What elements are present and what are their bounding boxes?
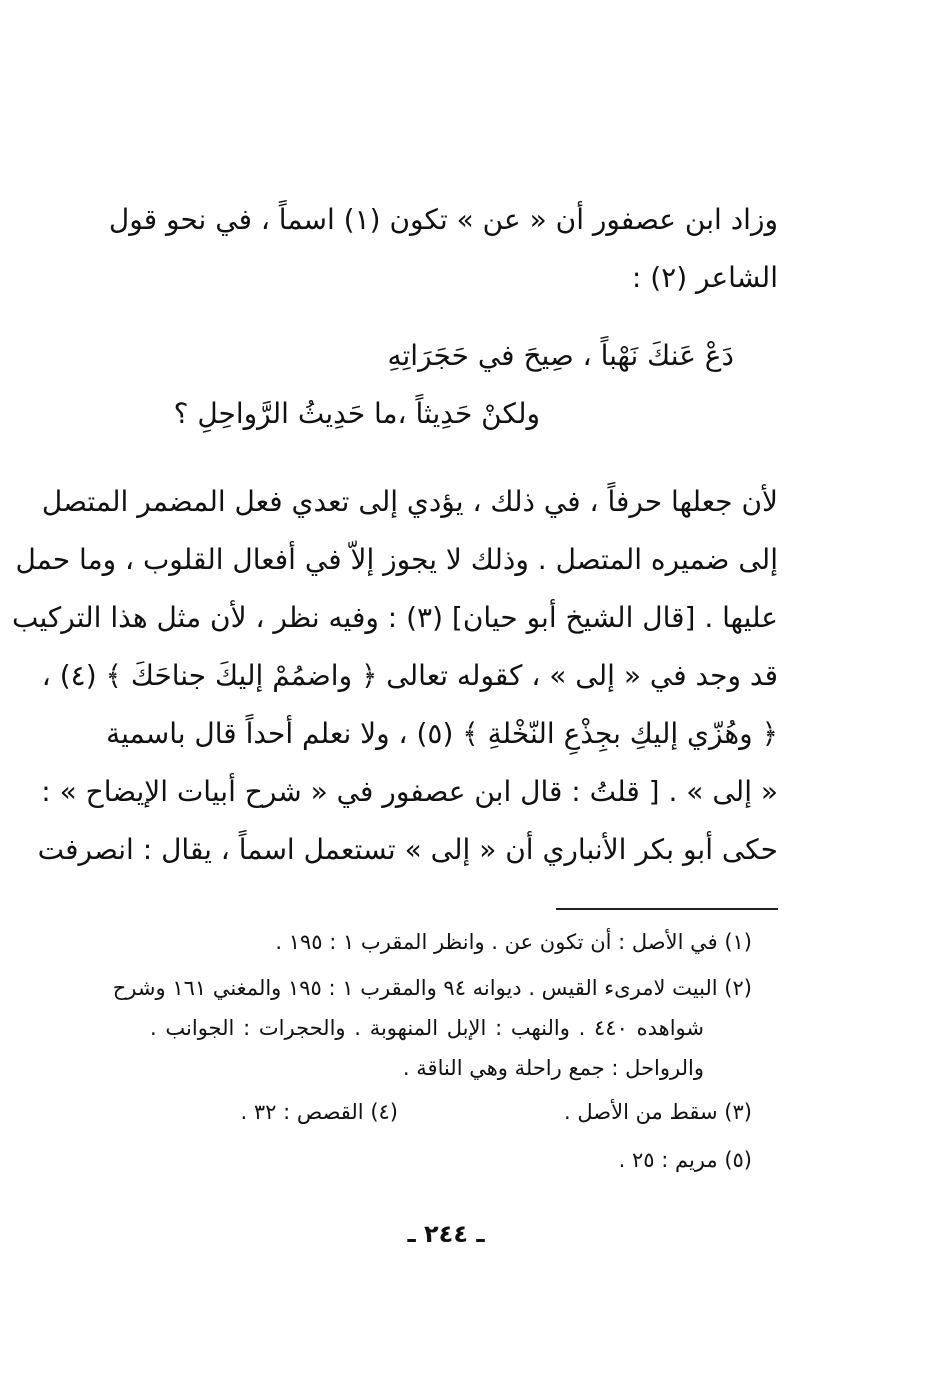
footnote-4: (٤) القصص : ٣٢ . bbox=[240, 1100, 398, 1124]
verse-line-2: ولكنْ حَدِيثاً ،ما حَدِيثُ الرَّواحِلِ ؟ bbox=[173, 397, 540, 430]
body-line-5: عليها . [قال الشيخ أبو حيان] (٣) : وفيه نظر ، لأن مثل هذا التركيب bbox=[11, 601, 778, 634]
page-number: ـ ٢٤٤ ـ bbox=[407, 1220, 485, 1248]
body-line-8: « إلى » . [ قلتُ : قال ابن عصفور في « شرح أبيات الإيضاح » : bbox=[41, 775, 778, 808]
footnote-1: (١) في الأصل : أن تكون عن . وانظر المقرب ١ : ١٩٥ . bbox=[275, 930, 752, 954]
body-line-7: ﴿ وهُزّي إليكِ بجِذْعِ النّخْلةِ ﴾ (٥) ، ولا نعلم أحداً قال باسمية bbox=[106, 717, 778, 750]
body-line-1: وزاد ابن عصفور أن « عن » تكون (١) اسماً ، في نحو قول bbox=[108, 203, 778, 236]
body-line-2: الشاعر (٢) : bbox=[631, 261, 778, 294]
body-line-9: حكى أبو بكر الأنباري أن « إلى » تستعمل اسماً ، يقال : انصرفت bbox=[37, 833, 778, 866]
footnote-divider bbox=[556, 908, 778, 910]
footnote-2: (٢) البيت لامرىء القيس . ديوانه ٩٤ والمقرب ١ : ١٩٥ والمغني ١٦١ وشرح bbox=[112, 976, 752, 1000]
footnote-3: (٣) سقط من الأصل . bbox=[564, 1100, 752, 1124]
body-line-4: إلى ضميره المتصل . وذلك لا يجوز إلاّ في أفعال القلوب ، وما حمل bbox=[15, 543, 778, 576]
footnote-2-continued: شواهده ٤٤٠ . والنهب : الإبل المنهوبة . والحجرات : الجوانب . bbox=[150, 1016, 704, 1040]
body-line-6: قد وجد في « إلى » ، كقوله تعالى ﴿ واضمُمْ إليكَ جناحَكَ ﴾ (٤) ، bbox=[41, 659, 778, 692]
footnote-5: (٥) مريم : ٢٥ . bbox=[618, 1148, 752, 1172]
verse-line-1: دَعْ عَنكَ نَهْباً ، صِيحَ في حَجَرَاتِهِ bbox=[387, 339, 734, 372]
footnote-2-continued-2: والرواحل : جمع راحلة وهي الناقة . bbox=[402, 1056, 704, 1080]
body-line-3: لأن جعلها حرفاً ، في ذلك ، يؤدي إلى تعدي فعل المضمر المتصل bbox=[41, 485, 778, 518]
